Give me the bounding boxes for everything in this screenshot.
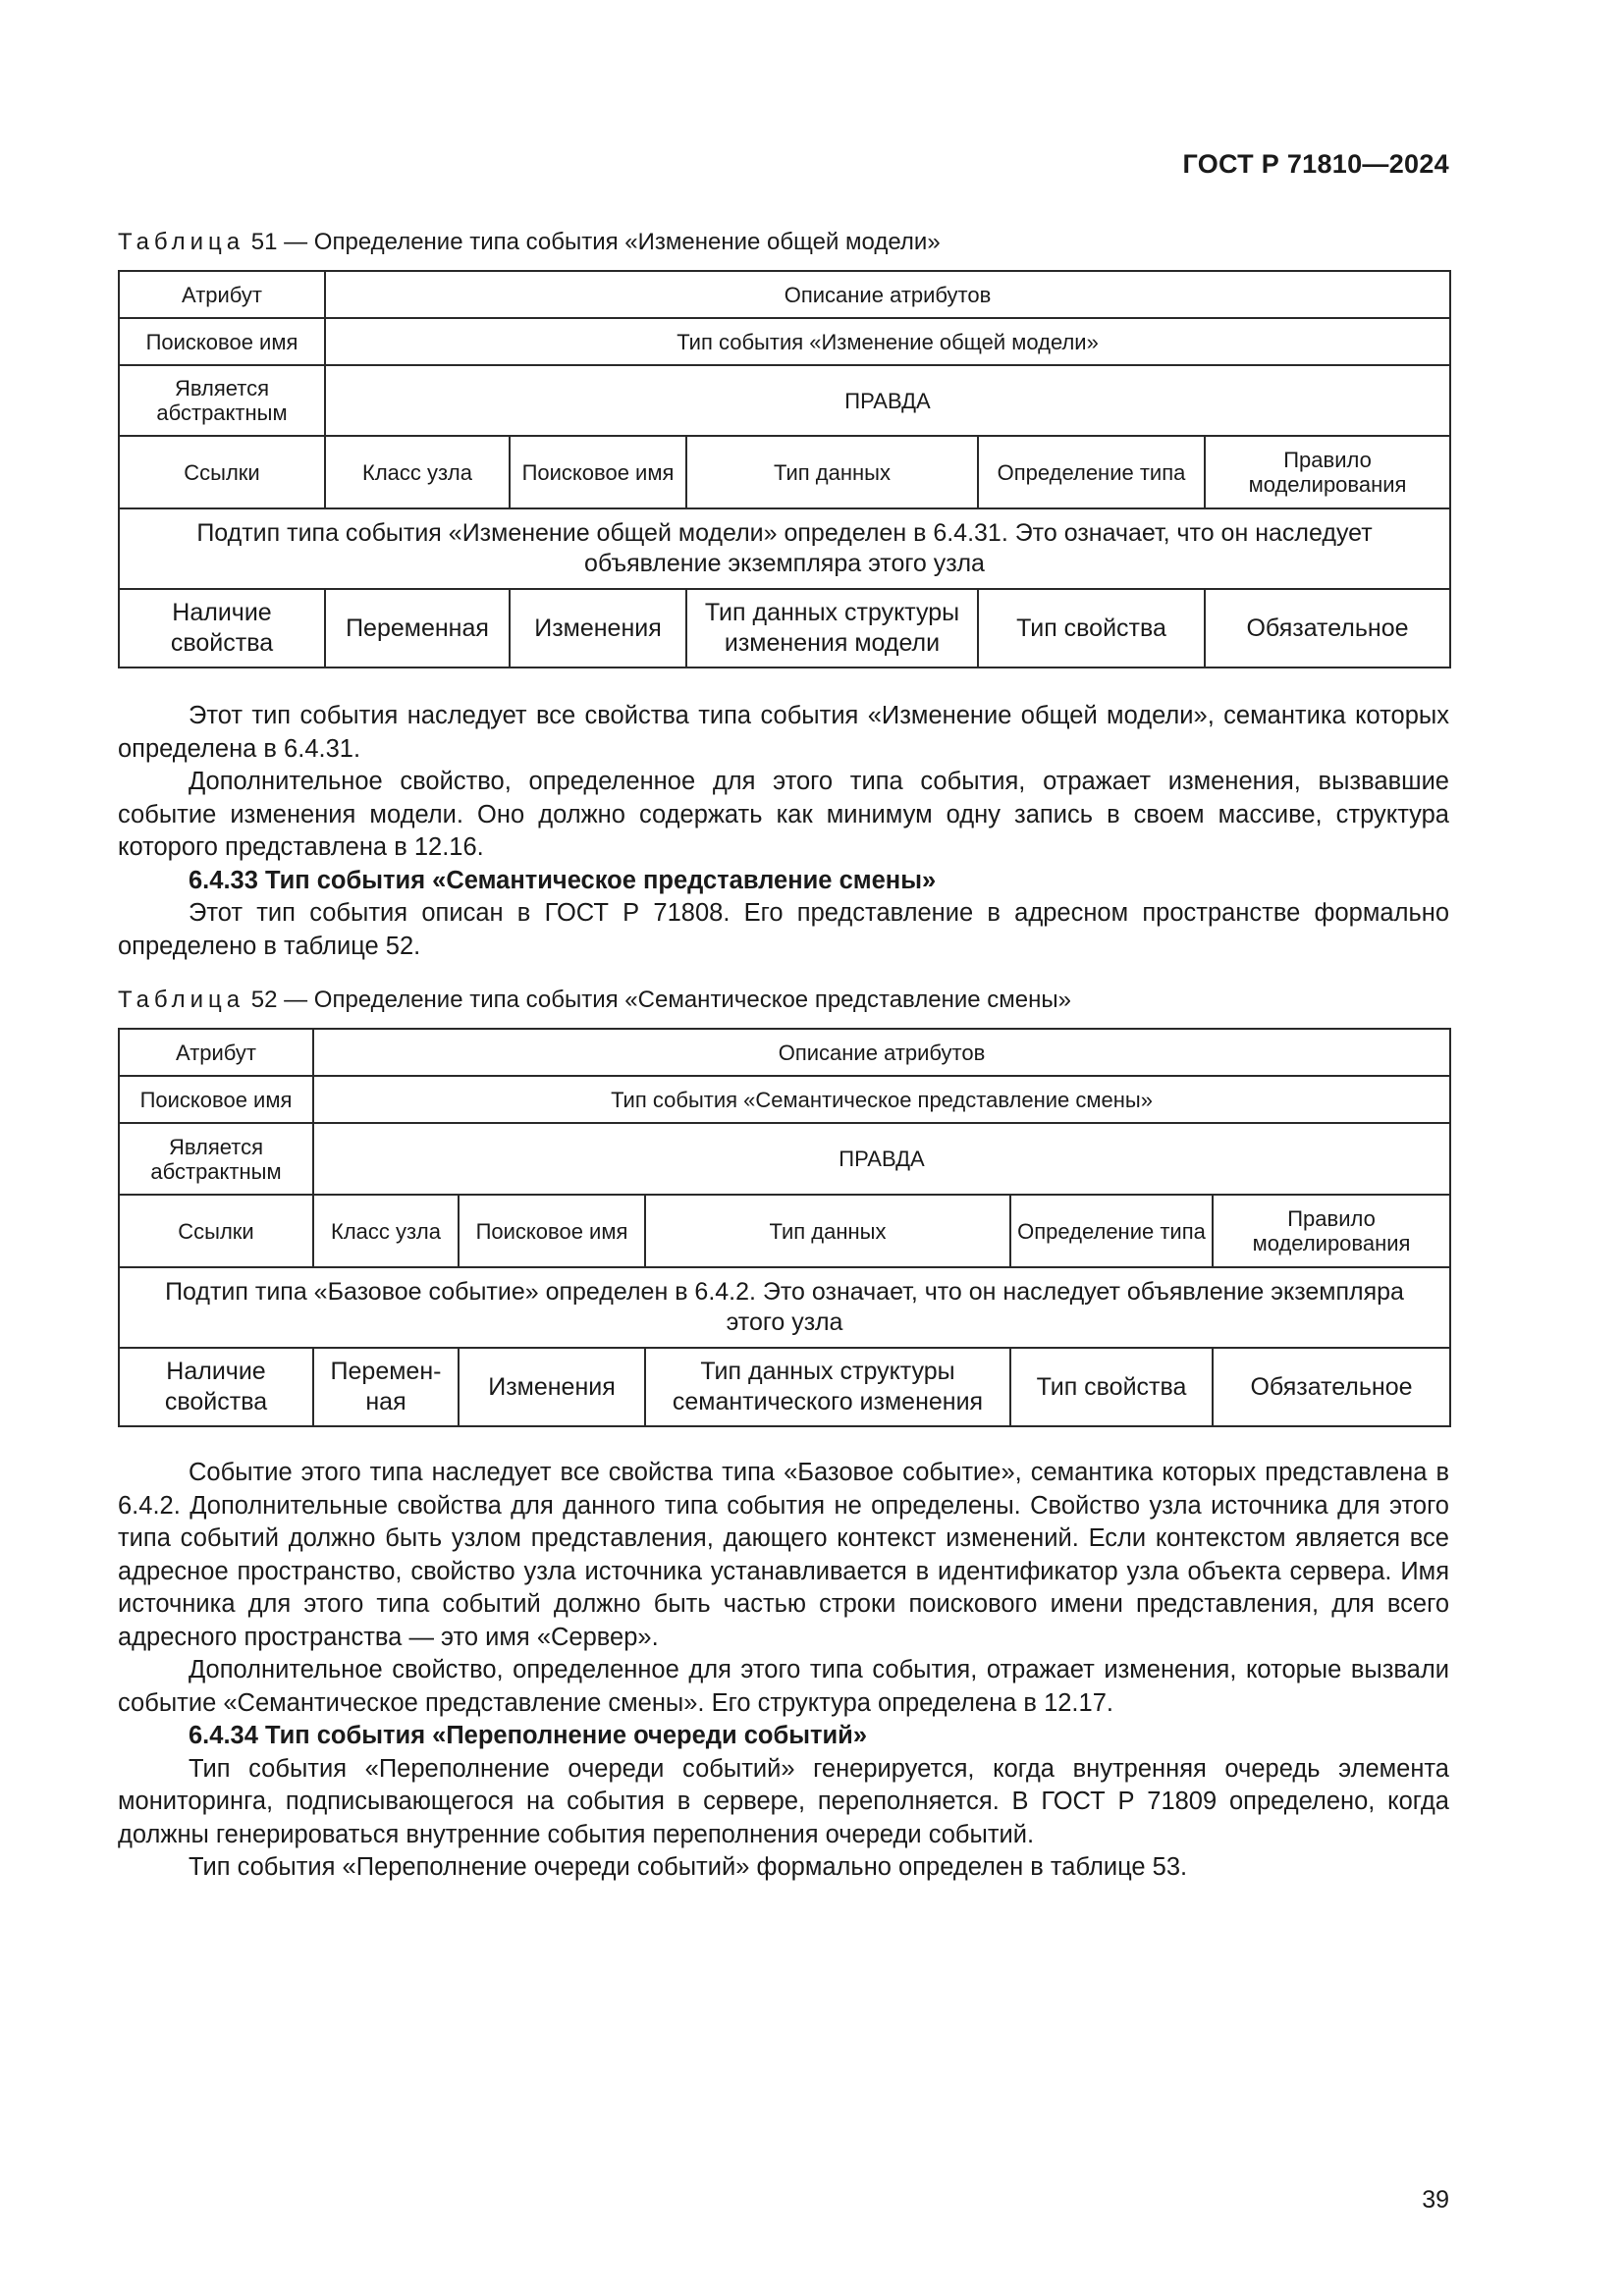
table-cell: Тип свойства xyxy=(1010,1348,1213,1426)
paragraph: Дополнительное свойство, определенное для этого типа события, отражает изменения, вызвавшие событие изменения модели. Оно должно содержать как минимум одну запись в своем массиве, структура которого представлена в 12.16. xyxy=(118,768,1449,861)
table-cell: Поисковое имя xyxy=(119,318,325,365)
paragraph: Тип события «Переполнение очереди событий» формально определен в таблице 53. xyxy=(189,1853,1188,1881)
table-cell: Тип события «Семантическое представление смены» xyxy=(313,1076,1450,1123)
table-row xyxy=(119,318,1450,365)
paragraph: Тип события «Переполнение очереди событий» генерируется, когда внутренняя очередь элемента мониторинга, подписывающегося на события в сервере, переполняется. В ГОСТ Р 71809 определено, когда должны генерироваться внутренние события переполнения очереди событий. xyxy=(118,1754,1449,1848)
table-cell: Класс узла xyxy=(325,436,510,508)
paragraph: Дополнительное свойство, определенное для этого типа события, отражает изменения, которые вызвали событие «Семантическое представление смены». Его структура определена в 12.17. xyxy=(118,1656,1449,1717)
table-cell: Изменения xyxy=(459,1348,645,1426)
table-cell: Тип данных структуры изменения модели xyxy=(686,589,978,667)
table-cell: Описание атрибутов xyxy=(325,271,1450,318)
table-cell: Тип события «Изменение общей модели» xyxy=(325,318,1450,365)
table-cell: Наличие свойства xyxy=(119,1348,313,1426)
table-cell: Правило моделирования xyxy=(1205,436,1450,508)
table-cell: ПРАВДА xyxy=(313,1123,1450,1195)
table-51-caption xyxy=(118,228,941,257)
section-heading-6-4-33: 6.4.33 Тип события «Семантическое представление смены» xyxy=(189,866,937,894)
table-row xyxy=(119,271,1450,318)
table-cell: Обязательное xyxy=(1213,1348,1450,1426)
table-cell: Изменения xyxy=(510,589,686,667)
caption-text: 51 — Определение типа события «Изменение общей модели» xyxy=(244,229,941,255)
table-cell: Ссылки xyxy=(119,436,325,508)
table-row xyxy=(119,1267,1450,1348)
table-cell: Поисковое имя xyxy=(510,436,686,508)
page-number: 39 xyxy=(1422,2186,1449,2214)
table-cell: Поисковое имя xyxy=(119,1076,313,1123)
table-52-caption xyxy=(118,986,1071,1015)
table-cell: Является абстрактным xyxy=(119,1123,313,1195)
table-cell: Тип данных структуры семантического изменения xyxy=(645,1348,1010,1426)
caption-label: Таблица xyxy=(118,229,245,255)
table-52 xyxy=(118,1028,1451,1427)
table-row xyxy=(119,365,1450,436)
table-row xyxy=(119,1123,1450,1195)
table-cell: Определение типа xyxy=(978,436,1205,508)
table-cell: Перемен-ная xyxy=(313,1348,459,1426)
table-row xyxy=(119,1195,1450,1267)
subtype-note: Подтип типа события «Изменение общей модели» определен в 6.4.31. Это означает, что он наследует объявление экземпляра этого узла xyxy=(119,508,1450,589)
section-heading-6-4-34: 6.4.34 Тип события «Переполнение очереди событий» xyxy=(189,1722,868,1749)
table-cell: Определение типа xyxy=(1010,1195,1213,1267)
document-header: ГОСТ Р 71810—2024 xyxy=(1182,149,1449,179)
paragraph: Этот тип события наследует все свойства типа события «Изменение общей модели», семантика которых определена в 6.4.31. xyxy=(118,702,1449,763)
table-cell: Переменная xyxy=(325,589,510,667)
paragraph: Событие этого типа наследует все свойства типа «Базовое событие», семантика которых представлена в 6.4.2. Дополнительные свойства для данного типа события не определены. Свойство узла источника для этого типа событий должно быть узлом представления, дающего контекст изменений. Если контекстом является все адресное пространство, свойство узла источника устанавливается в идентификатор узла объекта сервера. Имя источника для этого типа событий должно быть частью строки поискового имени представления, для всего адресного пространства — это имя «Сервер». xyxy=(118,1459,1449,1651)
table-cell: Атрибут xyxy=(119,1029,313,1076)
table-row xyxy=(119,1348,1450,1426)
table-cell: Тип свойства xyxy=(978,589,1205,667)
text-block-1 xyxy=(118,700,1449,963)
table-row xyxy=(119,1076,1450,1123)
caption-text: 52 — Определение типа события «Семантическое представление смены» xyxy=(244,987,1071,1013)
table-cell: Описание атрибутов xyxy=(313,1029,1450,1076)
table-51 xyxy=(118,270,1451,668)
table-row xyxy=(119,1029,1450,1076)
table-cell: Ссылки xyxy=(119,1195,313,1267)
table-cell: ПРАВДА xyxy=(325,365,1450,436)
text-block-2 xyxy=(118,1457,1449,1885)
table-cell: Атрибут xyxy=(119,271,325,318)
table-cell: Тип данных xyxy=(686,436,978,508)
table-cell: Правило моделирования xyxy=(1213,1195,1450,1267)
table-cell: Класс узла xyxy=(313,1195,459,1267)
paragraph: Этот тип события описан в ГОСТ Р 71808. Его представление в адресном пространстве формально определено в таблице 52. xyxy=(118,899,1449,960)
table-cell: Является абстрактным xyxy=(119,365,325,436)
table-cell: Обязательное xyxy=(1205,589,1450,667)
table-row xyxy=(119,436,1450,508)
table-cell: Поисковое имя xyxy=(459,1195,645,1267)
subtype-note: Подтип типа «Базовое событие» определен в 6.4.2. Это означает, что он наследует объявление экземпляра этого узла xyxy=(119,1267,1450,1348)
caption-label: Таблица xyxy=(118,987,245,1013)
table-cell: Тип данных xyxy=(645,1195,1010,1267)
table-cell: Наличие свойства xyxy=(119,589,325,667)
table-row xyxy=(119,508,1450,589)
table-row xyxy=(119,589,1450,667)
